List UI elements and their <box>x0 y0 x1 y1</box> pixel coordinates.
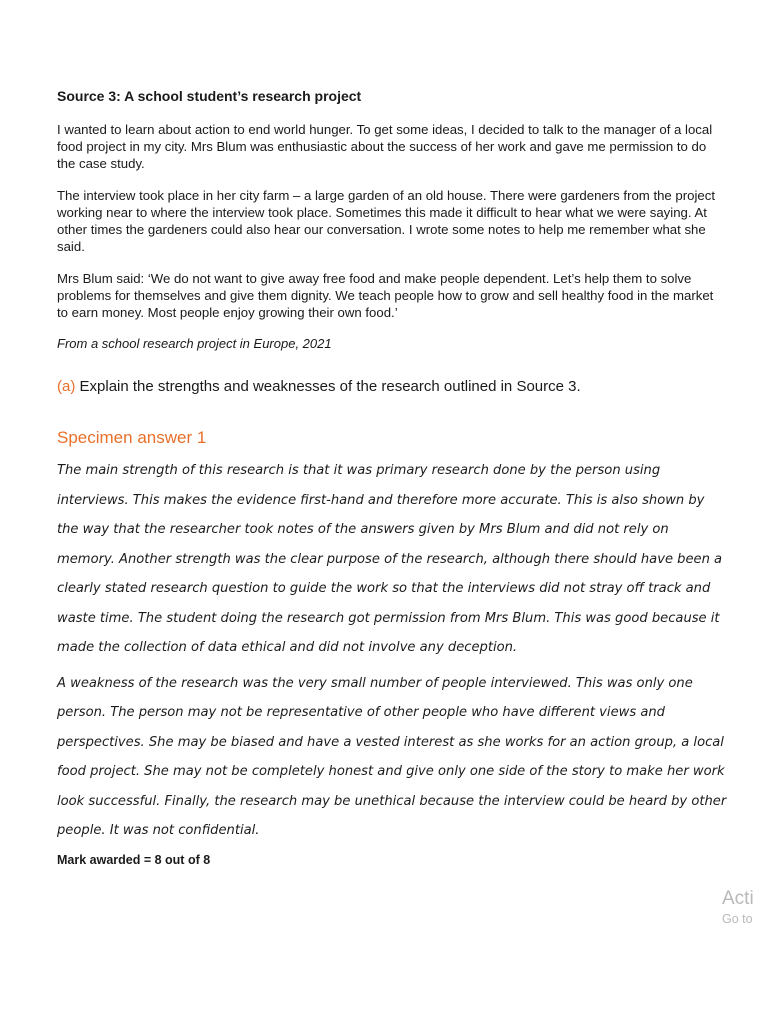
specimen-paragraph-2: A weakness of the research was the very small number of people interviewed. This was only one person. The person may not be representative of other people who have different views and perspectives. She may be biased and have a vested interest as she works for an action group, a local food project. She may not be completely honest and give only one side of the story to make her work look successful. Finally, the research may be unethical because the interview could be heard by other people. It was not confidential. <box>57 675 727 838</box>
mark-awarded: Mark awarded = 8 out of 8 <box>57 852 211 867</box>
specimen-paragraph-1: The main strength of this research is that it was primary research done by the person using interviews. This makes the evidence first-hand and therefore more accurate. This is also shown by the way that the researcher took notes of the answers given by Mrs Blum and did not rely on memory. Another strength was the clear purpose of the research, although there should have been a clearly stated research question to guide the work so that the interviews did not stray off track and waste time. The student doing the research got permission from Mrs Blum. This was good because it made the collection of data ethical and did not involve any deception. <box>57 463 723 655</box>
question-text: Explain the strengths and weaknesses of the research outlined in Source 3. <box>75 378 581 395</box>
question-a <box>57 378 727 395</box>
source-paragraph-2: The interview took place in her city farm – a large garden of an old house. There were gardeners from the project working near to where the interview took place. Sometimes this made it difficult to hear what we were saying. At other times the gardeners could also hear our conversation. I wrote some notes to help me remember what she said. <box>57 188 716 254</box>
source-citation: From a school research project in Europe, 2021 <box>57 336 332 351</box>
specimen-heading: Specimen answer 1 <box>57 428 207 447</box>
source-title: Source 3: A school student’s research project <box>57 88 362 104</box>
question-label: (a) <box>57 378 76 395</box>
activation-watermark <box>722 888 754 926</box>
document-content <box>57 88 727 867</box>
source-paragraph-3: Mrs Blum said: ‘We do not want to give away free food and make people dependent. Let’s help them to solve problems for themselves and give them dignity. We teach people how to grow and sell healthy food in the market to earn money. Most people enjoy growing their own food.’ <box>57 271 714 320</box>
watermark-line-1: Acti <box>722 888 754 909</box>
watermark-line-2: Go to <box>722 912 753 926</box>
source-paragraph-1: I wanted to learn about action to end world hunger. To get some ideas, I decided to talk to the manager of a local food project in my city. Mrs Blum was enthusiastic about the success of her work and gave me permission to do the case study. <box>57 122 713 171</box>
